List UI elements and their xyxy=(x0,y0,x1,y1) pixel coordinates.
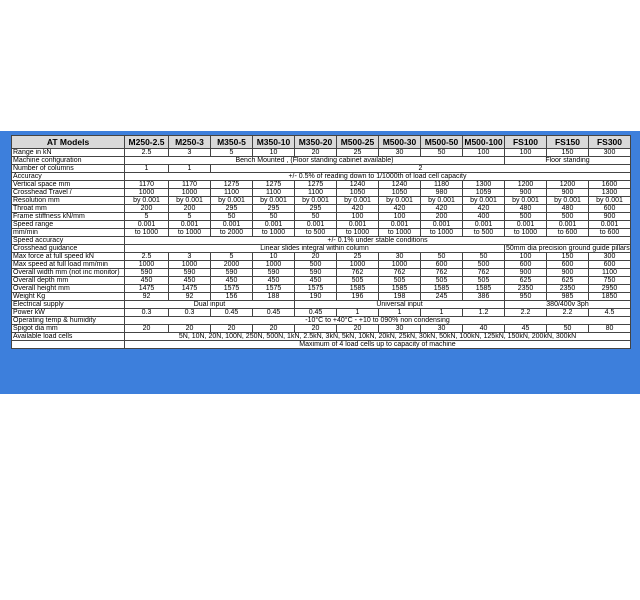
table-cell: 0.001 xyxy=(211,221,253,229)
table-cell: to 1000 xyxy=(379,229,421,237)
table-cell: 0.3 xyxy=(169,309,211,317)
table-row xyxy=(12,261,631,269)
table-cell: Maximum of 4 load cells up to capacity of machine xyxy=(125,341,631,349)
table-cell: 0.001 xyxy=(379,221,421,229)
table-cell: 762 xyxy=(379,269,421,277)
table-cell: 4.5 xyxy=(589,309,631,317)
table-cell: 100 xyxy=(337,213,379,221)
table-row xyxy=(12,293,631,301)
table-row xyxy=(12,213,631,221)
table-cell: to 2000 xyxy=(211,229,253,237)
row-label: Speed accuracy xyxy=(12,237,125,245)
table-cell: 2350 xyxy=(505,285,547,293)
table-cell: 100 xyxy=(379,213,421,221)
table-cell: 1000 xyxy=(125,189,169,197)
model-header: M500-100 xyxy=(464,137,503,147)
table-cell: 1100 xyxy=(589,269,631,277)
table-cell: 1000 xyxy=(379,261,421,269)
table-row xyxy=(12,253,631,261)
table-cell: 762 xyxy=(421,269,463,277)
table-row xyxy=(12,341,631,349)
table-cell: 20 xyxy=(295,149,337,157)
table-row xyxy=(12,229,631,237)
table-cell: 2.5 xyxy=(125,253,169,261)
table-cell: 1475 xyxy=(169,285,211,293)
table-row xyxy=(12,165,631,173)
row-label: Power kW xyxy=(12,309,125,317)
table-cell: 25 xyxy=(337,253,379,261)
table-row xyxy=(12,189,631,197)
table-cell: 188 xyxy=(253,293,295,301)
table-cell: 5N, 10N, 20N, 100N, 250N, 500N, 1kN, 2.5kN, 3kN, 5kN, 10kN, 20kN, 25kN, 30kN, 50kN, 100kN, 125kN, 150kN, 200kN, 300kN xyxy=(125,333,631,341)
table-cell: 80 xyxy=(589,325,631,333)
row-label: Overall width mm (not inc monitor) xyxy=(12,269,125,277)
table-cell: +/- 0.5% of reading down to 1/1000th of load cell capacity xyxy=(125,173,631,181)
table-cell: 500 xyxy=(505,213,547,221)
table-cell: 295 xyxy=(295,205,337,213)
table-cell: by 0.001 xyxy=(295,197,337,205)
table-cell: 600 xyxy=(505,261,547,269)
table-cell: 0.3 xyxy=(125,309,169,317)
table-cell: 1240 xyxy=(379,181,421,189)
table-cell: 762 xyxy=(463,269,505,277)
model-header: M250-2.5 xyxy=(125,136,169,149)
table-cell: 0.001 xyxy=(589,221,631,229)
table-cell: 1100 xyxy=(295,189,337,197)
row-label: Overall height mm xyxy=(12,285,125,293)
table-cell: 3 xyxy=(169,149,211,157)
table-cell: by 0.001 xyxy=(125,197,169,205)
table-cell: 0.001 xyxy=(505,221,547,229)
table-cell: 900 xyxy=(589,213,631,221)
table-cell: 50mm dia precision ground guide pillars xyxy=(506,244,630,252)
table-cell: 480 xyxy=(547,205,589,213)
table-cell: 5 xyxy=(169,213,211,221)
model-header: FS150 xyxy=(547,136,589,149)
table-cell: by 0.001 xyxy=(505,197,547,205)
table-cell: 5 xyxy=(211,149,253,157)
table-cell: 2.5 xyxy=(125,149,169,157)
table-cell: 1000 xyxy=(337,261,379,269)
model-header: FS300 xyxy=(589,136,631,149)
table-cell: 295 xyxy=(211,205,253,213)
table-cell: 505 xyxy=(379,277,421,285)
table-cell: 150 xyxy=(547,253,589,261)
table-cell: 20 xyxy=(125,325,169,333)
model-header: M350-10 xyxy=(253,136,295,149)
table-cell: 1240 xyxy=(337,181,379,189)
table-cell: 0.001 xyxy=(463,221,505,229)
table-cell: 1275 xyxy=(211,181,253,189)
table-cell: 0.45 xyxy=(295,309,337,317)
table-cell: 1600 xyxy=(589,181,631,189)
table-cell: 900 xyxy=(505,269,547,277)
table-cell: 2350 xyxy=(547,285,589,293)
table-row xyxy=(12,149,631,157)
row-label xyxy=(12,341,125,349)
table-cell: 45 xyxy=(505,325,547,333)
table-cell: 500 xyxy=(295,261,337,269)
table-cell: 10 xyxy=(253,149,295,157)
table-cell: 10 xyxy=(253,253,295,261)
table-cell: Dual input xyxy=(125,301,295,309)
row-label: Available load cells xyxy=(12,333,125,341)
table-cell: to 1000 xyxy=(421,229,463,237)
table-cell: 1170 xyxy=(125,181,169,189)
table-cell: to 600 xyxy=(547,229,589,237)
table-cell: 20 xyxy=(169,325,211,333)
spec-sheet-frame xyxy=(0,131,640,394)
table-cell: 1 xyxy=(379,309,421,317)
table-cell: 1585 xyxy=(421,285,463,293)
table-cell: to 1000 xyxy=(253,229,295,237)
row-label: Number of columns xyxy=(12,165,125,173)
table-cell: 50 xyxy=(253,213,295,221)
table-cell: 190 xyxy=(295,293,337,301)
table-cell: 625 xyxy=(547,277,589,285)
table-cell: 450 xyxy=(253,277,295,285)
table-cell: 505 xyxy=(337,277,379,285)
row-label: Electrical supply xyxy=(12,301,125,309)
table-cell: 92 xyxy=(125,293,169,301)
table-row xyxy=(12,205,631,213)
table-row xyxy=(12,181,631,189)
table-body xyxy=(12,149,631,349)
table-cell: 1575 xyxy=(253,285,295,293)
table-cell: 985 xyxy=(547,293,589,301)
table-cell: 1180 xyxy=(421,181,463,189)
table-cell: 590 xyxy=(211,269,253,277)
table-cell: 500 xyxy=(463,261,505,269)
table-cell: 1275 xyxy=(295,181,337,189)
row-label: Max speed at full load mm/min xyxy=(12,261,125,269)
table-cell: 2.2 xyxy=(505,309,547,317)
table-cell: 1000 xyxy=(169,189,211,197)
table-cell: 1000 xyxy=(125,261,169,269)
table-cell: 590 xyxy=(253,269,295,277)
row-label: Max force at full speed kN xyxy=(12,253,125,261)
table-cell: Universal input xyxy=(295,301,505,309)
table-cell: 505 xyxy=(421,277,463,285)
table-cell: -10°C to +40°C - +10 to 090% non condensing xyxy=(125,317,631,325)
table-cell: 380/400v 3ph xyxy=(505,301,631,309)
table-cell: 1 xyxy=(337,309,379,317)
table-cell: 1300 xyxy=(463,181,505,189)
table-cell: 1575 xyxy=(295,285,337,293)
table-cell: 50 xyxy=(421,149,463,157)
table-cell: 50 xyxy=(295,213,337,221)
table-cell: 0.001 xyxy=(125,221,169,229)
table-cell: 1059 xyxy=(463,189,505,197)
table-cell: 500 xyxy=(547,213,589,221)
table-cell: 625 xyxy=(505,277,547,285)
table-cell: 450 xyxy=(295,277,337,285)
table-row xyxy=(12,285,631,293)
model-header: FS100 xyxy=(505,136,547,149)
table-row xyxy=(12,333,631,341)
table-cell: 590 xyxy=(295,269,337,277)
table-cell: 1300 xyxy=(589,189,631,197)
table-cell: 200 xyxy=(421,213,463,221)
table-row xyxy=(12,157,631,165)
specification-table xyxy=(11,135,631,349)
table-cell: to 1000 xyxy=(337,229,379,237)
table-cell: 450 xyxy=(169,277,211,285)
model-header: M500-50 xyxy=(421,136,463,149)
model-header: M350-20 xyxy=(295,136,337,149)
table-cell: 200 xyxy=(125,205,169,213)
table-row xyxy=(12,245,631,253)
table-cell: 1575 xyxy=(211,285,253,293)
table-cell: to 1000 xyxy=(125,229,169,237)
table-cell: 50 xyxy=(463,253,505,261)
table-cell: by 0.001 xyxy=(253,197,295,205)
table-cell: 480 xyxy=(505,205,547,213)
table-cell: 590 xyxy=(125,269,169,277)
table-cell: 420 xyxy=(379,205,421,213)
table-cell: 200 xyxy=(169,205,211,213)
table-cell: 2 xyxy=(211,165,631,173)
table-cell: 0.001 xyxy=(421,221,463,229)
table-cell: to 1000 xyxy=(505,229,547,237)
table-cell: 0.45 xyxy=(211,309,253,317)
table-cell: 750 xyxy=(589,277,631,285)
model-header: M500-25 xyxy=(337,136,379,149)
row-label: Resolution mm xyxy=(12,197,125,205)
table-cell: 1000 xyxy=(169,261,211,269)
table-cell: Linear slides integral within column xyxy=(125,245,505,253)
table-row xyxy=(12,173,631,181)
table-cell: 762 xyxy=(337,269,379,277)
table-cell: to 600 xyxy=(589,229,631,237)
table-row xyxy=(12,277,631,285)
model-header: M250-3 xyxy=(169,136,211,149)
table-cell: to 500 xyxy=(463,229,505,237)
table-cell: to 1000 xyxy=(169,229,211,237)
table-cell: 156 xyxy=(211,293,253,301)
table-cell: 450 xyxy=(125,277,169,285)
row-label: Crosshead guidance xyxy=(12,245,125,253)
table-cell: 900 xyxy=(505,189,547,197)
table-row xyxy=(12,317,631,325)
table-cell: 0.001 xyxy=(295,221,337,229)
table-cell: 420 xyxy=(337,205,379,213)
table-cell: 20 xyxy=(253,325,295,333)
table-cell: 1200 xyxy=(505,181,547,189)
table-cell: by 0.001 xyxy=(169,197,211,205)
table-row xyxy=(12,325,631,333)
table-cell: Floor standing xyxy=(505,157,631,165)
table-cell: 1050 xyxy=(379,189,421,197)
table-cell: 450 xyxy=(211,277,253,285)
table-cell: 1100 xyxy=(211,189,253,197)
table-cell: 1585 xyxy=(463,285,505,293)
table-cell: 600 xyxy=(589,261,631,269)
table-cell: by 0.001 xyxy=(547,197,589,205)
table-title: AT Models xyxy=(12,136,125,149)
table-cell: 1850 xyxy=(589,293,631,301)
table-cell: 1050 xyxy=(337,189,379,197)
table-cell: 2.2 xyxy=(547,309,589,317)
table-cell: by 0.001 xyxy=(589,197,631,205)
table-cell: 20 xyxy=(337,325,379,333)
table-cell: 505 xyxy=(463,277,505,285)
table-cell: 420 xyxy=(463,205,505,213)
table-cell: 1475 xyxy=(125,285,169,293)
row-label: Range in kN xyxy=(12,149,125,157)
table-cell: 5 xyxy=(211,253,253,261)
table-cell: 100 xyxy=(505,149,547,157)
row-label: Frame stiffness kN/mm xyxy=(12,213,125,221)
table-cell: 1170 xyxy=(169,181,211,189)
table-cell: 1.2 xyxy=(463,309,505,317)
table-cell: 980 xyxy=(421,189,463,197)
model-header: M350-5 xyxy=(211,136,253,149)
row-label: mm/min xyxy=(12,229,125,237)
table-row xyxy=(12,309,631,317)
table-row xyxy=(12,269,631,277)
table-cell: 196 xyxy=(337,293,379,301)
table-cell: 1000 xyxy=(253,261,295,269)
table-cell: 900 xyxy=(547,189,589,197)
row-label: Spigot dia mm xyxy=(12,325,125,333)
table-cell: 20 xyxy=(295,325,337,333)
table-cell: 245 xyxy=(421,293,463,301)
row-label: Crosshead Travel / xyxy=(12,189,125,197)
table-cell: +/- 0.1% under stable conditions xyxy=(125,237,631,245)
table-cell: 0.001 xyxy=(547,221,589,229)
table-cell: 50 xyxy=(421,253,463,261)
table-row xyxy=(12,197,631,205)
table-cell: 600 xyxy=(547,261,589,269)
table-cell: 40 xyxy=(463,325,505,333)
row-label: Machine configuration xyxy=(12,157,125,165)
table-cell: 2950 xyxy=(589,285,631,293)
table-cell: 0.001 xyxy=(253,221,295,229)
table-cell: by 0.001 xyxy=(421,197,463,205)
table-cell: by 0.001 xyxy=(379,197,421,205)
table-cell: 386 xyxy=(463,293,505,301)
table-cell: 0.001 xyxy=(169,221,211,229)
table-cell: 150 xyxy=(547,149,589,157)
table-cell: 300 xyxy=(589,253,631,261)
table-cell: 600 xyxy=(589,205,631,213)
table-cell: 3 xyxy=(169,253,211,261)
table-cell: 295 xyxy=(253,205,295,213)
row-label: Overall depth mm xyxy=(12,277,125,285)
table-cell: 1100 xyxy=(253,189,295,197)
table-cell: 0.45 xyxy=(253,309,295,317)
table-cell: 25 xyxy=(337,149,379,157)
row-label: Throat mm xyxy=(12,205,125,213)
table-cell: 20 xyxy=(211,325,253,333)
table-cell: 950 xyxy=(505,293,547,301)
table-cell: 300 xyxy=(589,149,631,157)
table-cell: 50 xyxy=(211,213,253,221)
table-cell: 400 xyxy=(463,213,505,221)
table-cell: 5 xyxy=(125,213,169,221)
table-cell: 420 xyxy=(421,205,463,213)
model-header: M500-30 xyxy=(379,136,421,149)
table-cell: 30 xyxy=(379,253,421,261)
table-cell: 1 xyxy=(421,309,463,317)
table-cell: 1585 xyxy=(379,285,421,293)
table-cell: 30 xyxy=(421,325,463,333)
table-cell: 900 xyxy=(547,269,589,277)
table-cell: 1200 xyxy=(547,181,589,189)
table-cell: 2000 xyxy=(211,261,253,269)
table-cell: to 500 xyxy=(295,229,337,237)
row-label: Speed range xyxy=(12,221,125,229)
table-row xyxy=(12,237,631,245)
row-label: Vertical space mm xyxy=(12,181,125,189)
table-cell: by 0.001 xyxy=(211,197,253,205)
table-cell: 100 xyxy=(463,149,505,157)
table-cell: by 0.001 xyxy=(337,197,379,205)
table-cell: 50 xyxy=(547,325,589,333)
table-cell: 600 xyxy=(421,261,463,269)
table-cell: 1 xyxy=(169,165,211,173)
table-row xyxy=(12,301,631,309)
table-cell: 198 xyxy=(379,293,421,301)
table-cell: 30 xyxy=(379,149,421,157)
table-cell: 590 xyxy=(169,269,211,277)
table-cell: 0.001 xyxy=(337,221,379,229)
table-cell: Bench Mounted , (Floor standing cabinet available) xyxy=(125,157,505,165)
row-label: Accuracy xyxy=(12,173,125,181)
table-cell: 20 xyxy=(295,253,337,261)
table-cell: 1585 xyxy=(337,285,379,293)
table-cell: 1275 xyxy=(253,181,295,189)
table-cell: 92 xyxy=(169,293,211,301)
header-row xyxy=(12,136,631,149)
row-label: Weight Kg xyxy=(12,293,125,301)
table-cell: 30 xyxy=(379,325,421,333)
table-row xyxy=(12,221,631,229)
row-label: Operating temp & humidity xyxy=(12,317,125,325)
table-cell: by 0.001 xyxy=(463,197,505,205)
table-cell: 1 xyxy=(125,165,169,173)
table-cell: 100 xyxy=(505,253,547,261)
